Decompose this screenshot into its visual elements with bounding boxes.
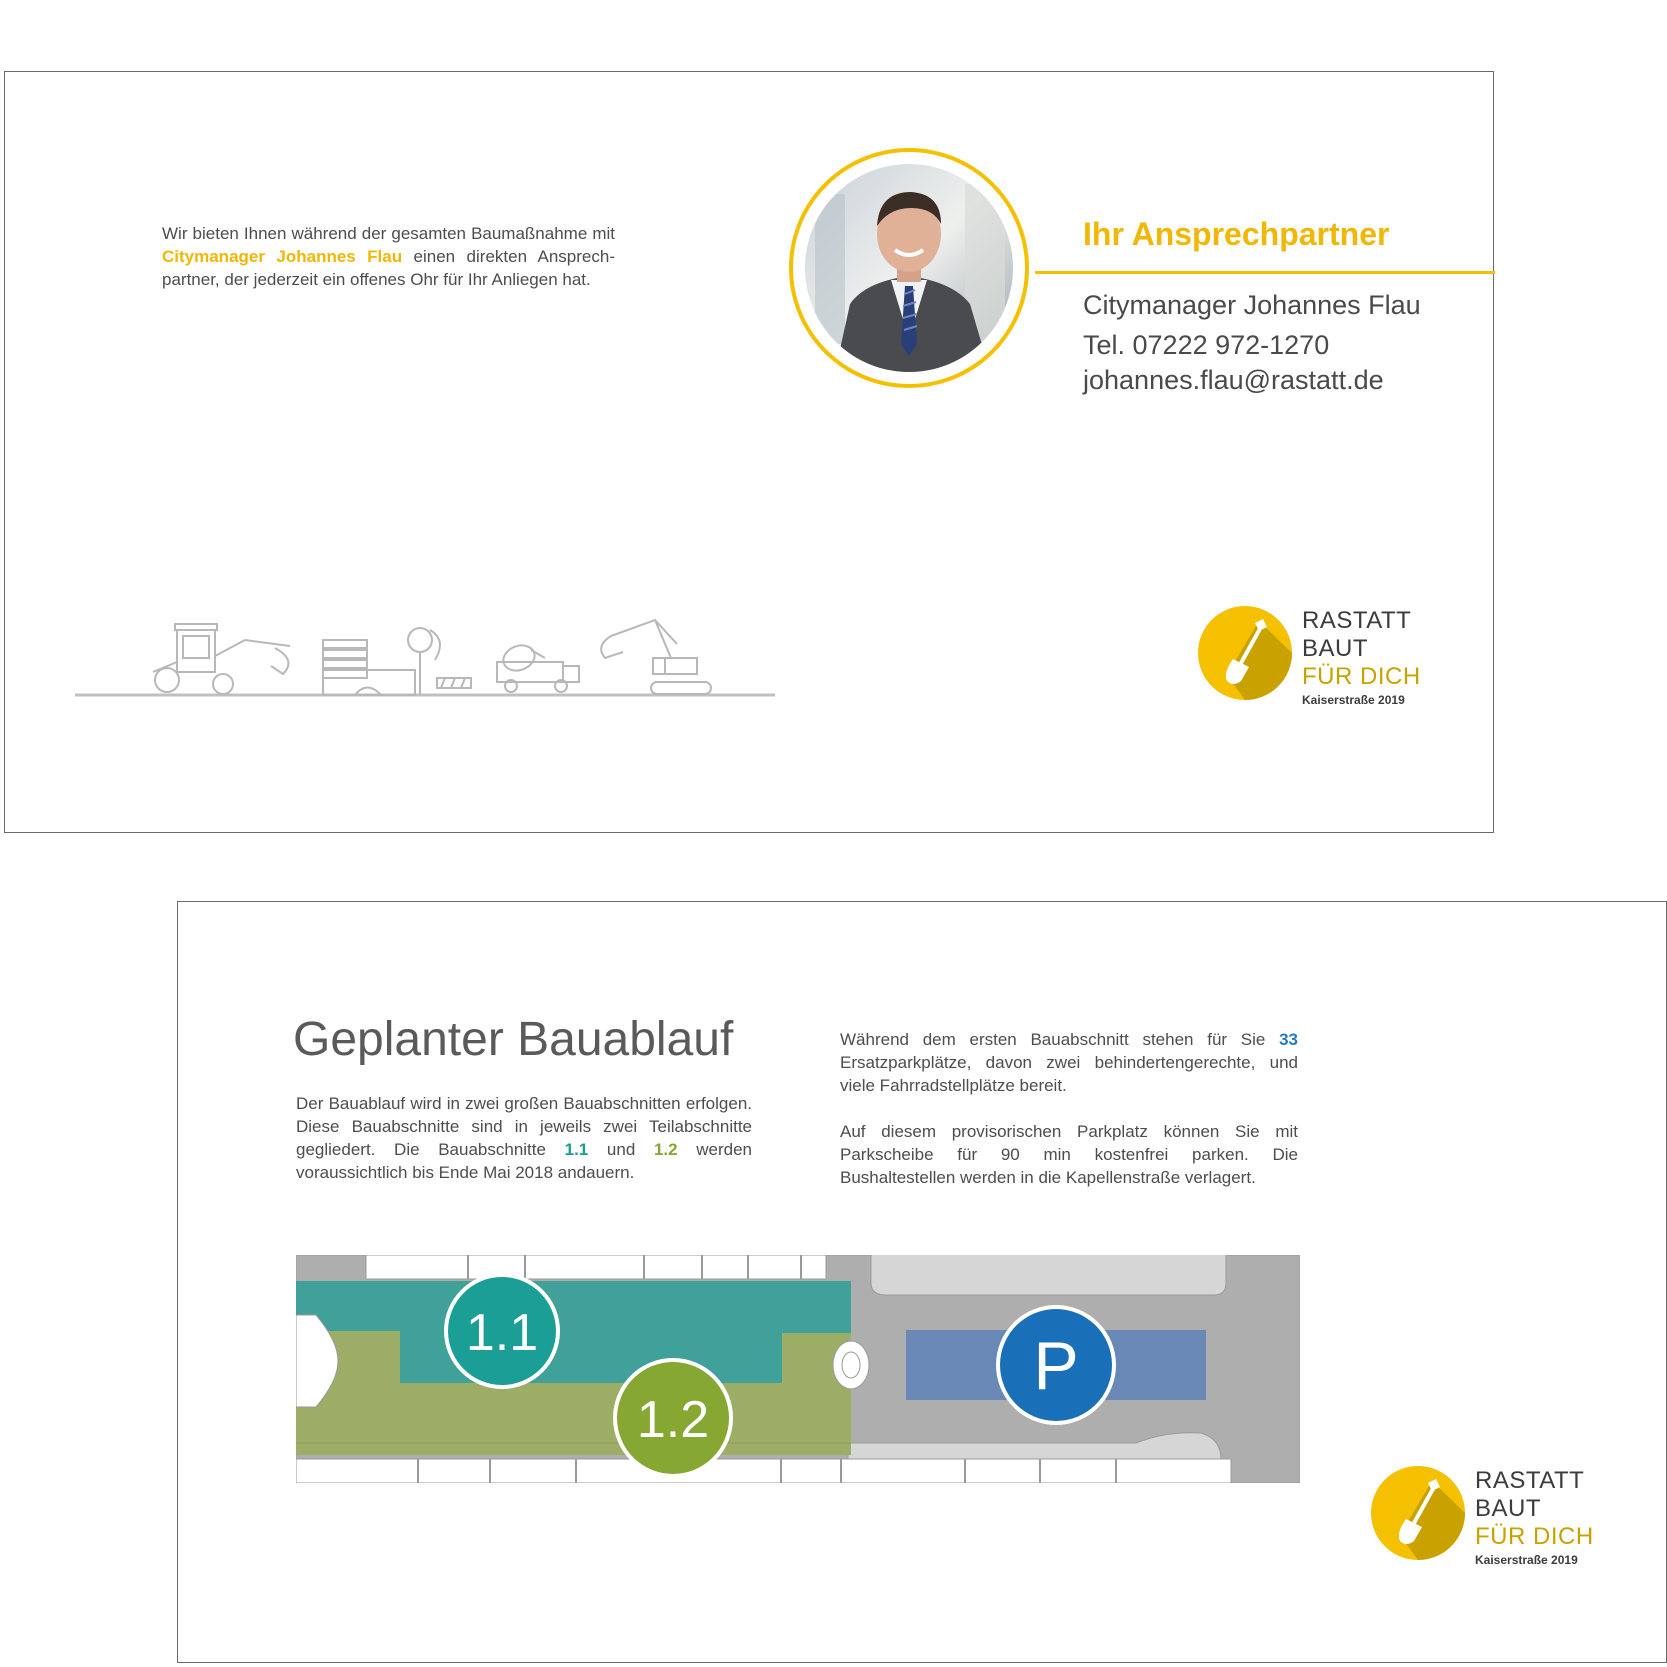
shovel-logo-icon [1370, 1465, 1466, 1561]
plan-card [177, 901, 1667, 1663]
plan-title: Geplanter Bauablauf [293, 1013, 734, 1066]
shovel-logo-icon [1197, 605, 1293, 701]
logo-line-3: FÜR DICH [1475, 1523, 1594, 1550]
logo-line-1: RASTATT [1475, 1467, 1585, 1494]
contact-phone: Tel. 07222 972-1270 [1083, 330, 1330, 360]
citymanager-highlight: Citymanager Johannes Flau [162, 247, 403, 266]
parking-count: 33 [1279, 1030, 1298, 1049]
logo-line-2: BAUT [1302, 635, 1369, 662]
plan-description: Der Bauablauf wird in zwei großen Bauabschnitten erfolgen. Diese Bauabschnitte sind in jeweils zwei Teilabschnitte gegliedert. Die Bauabschnitte 1.1 und 1.2 werden voraussichtlich bis Ende Mai 2018 andauern. [296, 1094, 753, 1182]
logo-line-2: BAUT [1475, 1495, 1542, 1522]
construction-illustration [75, 600, 775, 705]
parking-description [840, 1028, 1298, 1189]
contact-email: johannes.flau@rastatt.de [1083, 365, 1384, 395]
contact-name: Citymanager Johannes Flau [1083, 290, 1421, 320]
portrait-photo [805, 164, 1013, 372]
rastatt-logo [1197, 605, 1421, 715]
parking-marker: P [1033, 1328, 1079, 1404]
logo-line-3: FÜR DICH [1302, 663, 1421, 690]
construction-map [296, 1255, 1300, 1488]
section-1-2-ref: 1.2 [653, 1140, 678, 1159]
portrait-frame [789, 148, 1029, 388]
logo-line-4: Kaiserstraße 2019 [1475, 1553, 1578, 1567]
parking-paragraph-2: Auf diesem provisorischen Parkplatz können Sie mit Parkscheibe für 90 min kostenfrei parken. Die Bushaltestellen werden in die Kapellenstraße verlagert. [840, 1122, 1298, 1187]
logo-line-1: RASTATT [1302, 607, 1412, 634]
logo-line-4: Kaiserstraße 2019 [1302, 693, 1405, 707]
contact-title: Ihr Ansprechpartner [1083, 216, 1390, 252]
section-1-1-ref: 1.1 [564, 1140, 589, 1159]
contact-divider [1035, 271, 1495, 274]
contact-card [4, 71, 1494, 833]
section-1-1-marker: 1.1 [465, 1304, 539, 1362]
intro-text: Wir bieten Ihnen während der gesamten Baumaßnahme mit Citymanager Johannes Flau einen direkten Ansprech-partner, der jederzeit ein offenes Ohr für Ihr Anliegen hat. [162, 224, 615, 289]
section-1-2-marker: 1.2 [636, 1391, 710, 1449]
rastatt-logo [1370, 1465, 1594, 1575]
parking-paragraph-1: Während dem ersten Bauabschnitt stehen für Sie 33 Ersatzparkplätze, davon zwei behindertengerechte, und viele Fahrradstellplätze bereit. [840, 1030, 1298, 1095]
